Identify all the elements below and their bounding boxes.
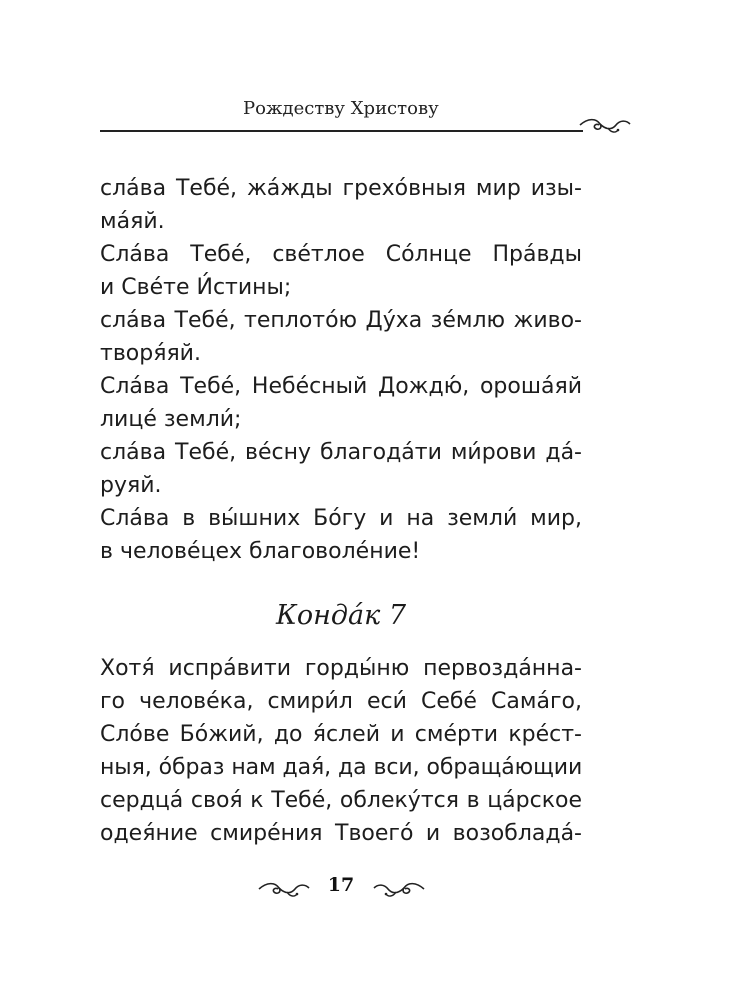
text-line: лице́ земли́; bbox=[100, 407, 242, 432]
text-line: ныя, о́браз нам дая́, да вси, обраща́ющии bbox=[100, 755, 583, 780]
page-footer bbox=[100, 874, 582, 904]
text-line: Хотя́ испра́вити горды́ню первозда́нна- bbox=[100, 656, 582, 681]
verse-block-bottom bbox=[100, 652, 582, 850]
text-line: сла́ва Тебе́, теплото́ю Ду́ха зе́млю живо- bbox=[100, 308, 582, 333]
text-line: го челове́ка, смири́л еси́ Себе́ Сама́го, bbox=[100, 689, 582, 714]
text-line: в челове́цех благоволе́ние! bbox=[100, 539, 421, 564]
text-line: сла́ва Тебе́, ве́сну благода́ти ми́рови да́- bbox=[100, 440, 582, 465]
text-line: Сла́ва Тебе́, све́тлое Со́лнце Пра́вды bbox=[100, 242, 582, 267]
text-line: Сло́ве Бо́жий, до я́слей и сме́рти кре́ст- bbox=[100, 722, 582, 747]
section-title: Конда́к 7 bbox=[275, 600, 407, 631]
text-line: и Све́те И́стины; bbox=[100, 275, 292, 300]
text-line: одея́ние смире́ния Твоего́ и возоблада́- bbox=[100, 821, 582, 846]
text-line: Сла́ва в вы́шних Бо́гу и на земли́ мир, bbox=[100, 506, 582, 531]
verse-block-top bbox=[100, 172, 582, 568]
text-line: Сла́ва Тебе́, Небе́сный Дождю́, ороша́яй bbox=[100, 374, 582, 399]
text-line: творя́яй. bbox=[100, 341, 201, 366]
swirl-ornament-icon bbox=[578, 114, 632, 136]
page-number: 17 bbox=[327, 874, 355, 896]
swirl-ornament-icon bbox=[372, 878, 426, 900]
header-rule bbox=[100, 130, 583, 132]
text-line: ма́яй. bbox=[100, 209, 165, 234]
running-title: Рождеству Христову bbox=[243, 98, 439, 119]
text-line: сла́ва Тебе́, жа́жды грехо́вныя мир изы- bbox=[100, 176, 582, 201]
text-line: руяй. bbox=[100, 473, 162, 498]
text-line: сердца́ своя́ к Тебе́, облеку́тся в ца́рское bbox=[100, 788, 582, 813]
